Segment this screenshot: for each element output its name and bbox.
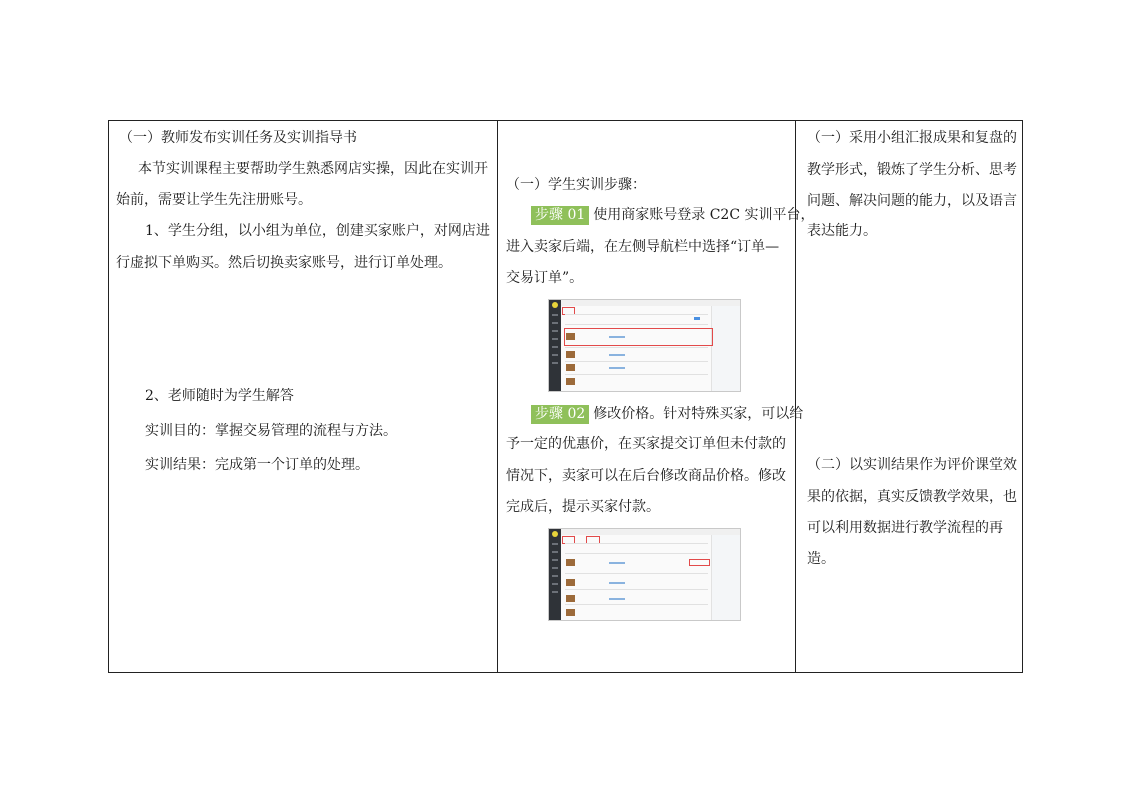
item1-line-1: 1、学生分组，以小组为单位，创建买家账户，对网店进 (145, 223, 490, 239)
step1-line-3: 交易订单”。 (506, 270, 584, 286)
eval-p2-line-2: 果的依据，真实反馈教学效果，也 (807, 489, 1017, 505)
goal-text: 实训目的：掌握交易管理的流程与方法。 (145, 423, 397, 439)
result-text: 实训结果：完成第一个订单的处理。 (145, 457, 369, 473)
step2-tag: 步骤 02 (531, 405, 589, 424)
eval-p2-line-4: 造。 (807, 551, 835, 567)
eval-p2-line-3: 可以利用数据进行教学流程的再 (807, 520, 1003, 536)
step1-tag: 步骤 01 (531, 206, 589, 225)
item2-text: 2、老师随时为学生解答 (145, 388, 294, 404)
step2-line-3: 情况下，卖家可以在后台修改商品价格。修改 (506, 468, 786, 484)
eval-p2-line-1: （二）以实训结果作为评价课堂效 (807, 457, 1017, 473)
step2-line-4: 完成后，提示买家付款。 (506, 499, 660, 515)
eval-p1-line-1: （一）采用小组汇报成果和复盘的 (807, 130, 1017, 146)
student-steps-column (498, 121, 815, 672)
evaluation-column (796, 121, 1022, 672)
student-steps-heading: （一）学生实训步骤： (506, 177, 646, 193)
intro-line-2: 始前，需要让学生先注册账号。 (116, 192, 312, 208)
eval-p1-line-4: 表达能力。 (807, 223, 877, 239)
step1-screenshot (548, 299, 741, 392)
eval-p1-line-2: 教学形式，锻炼了学生分析、思考 (807, 162, 1017, 178)
step1-text: 使用商家账号登录 C2C 实训平台， (593, 207, 815, 223)
teacher-task-column (109, 121, 498, 672)
step2-text: 修改价格。针对特殊买家，可以给 (593, 406, 804, 422)
step1-line-2: 进入卖家后端，在左侧导航栏中选择“订单— (506, 239, 780, 255)
lesson-table (108, 120, 1023, 673)
step2-line-2: 予一定的优惠价，在买家提交订单但未付款的 (506, 436, 786, 452)
eval-p1-line-3: 问题、解决问题的能力，以及语言 (807, 193, 1017, 209)
teacher-task-heading: （一）教师发布实训任务及实训指导书 (119, 130, 357, 146)
item1-line-2: 行虚拟下单购买。然后切换卖家账号，进行订单处理。 (116, 255, 452, 271)
step1-line-1 (531, 206, 815, 225)
step2-line-1 (531, 405, 803, 424)
step2-screenshot (548, 528, 741, 621)
intro-line-1: 本节实训课程主要帮助学生熟悉网店实操，因此在实训开 (138, 161, 488, 177)
